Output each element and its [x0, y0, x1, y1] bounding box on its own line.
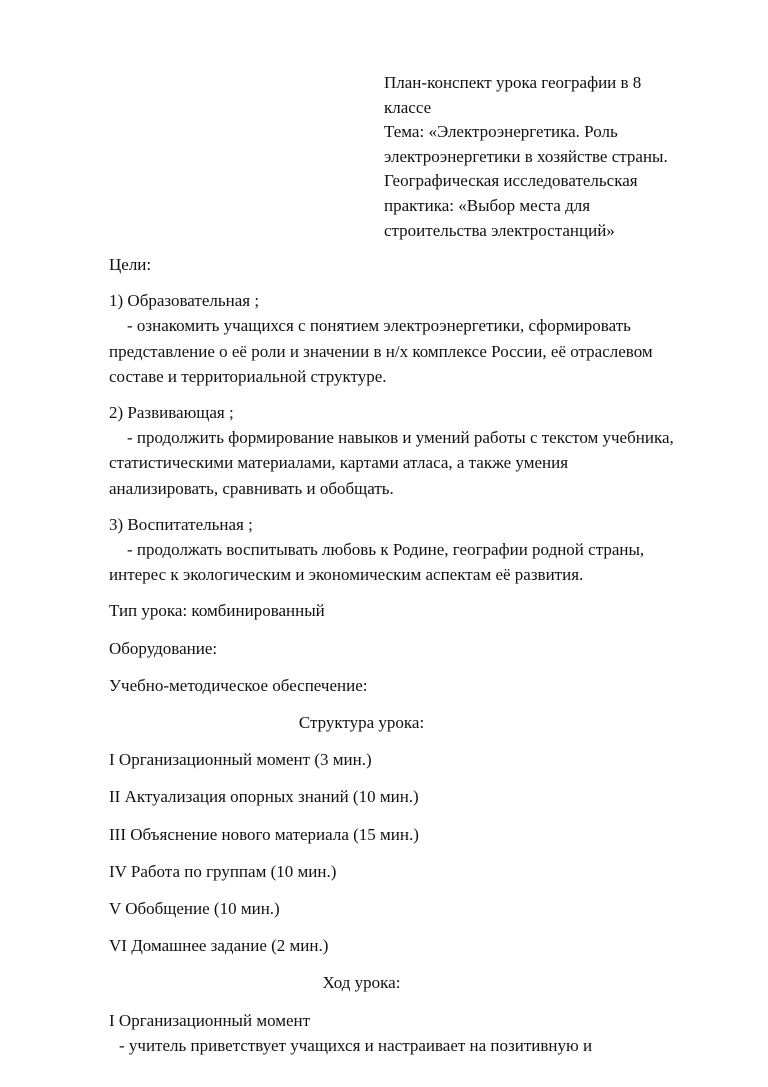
- goal-text-line: анализировать, сравнивать и обобщать.: [109, 478, 394, 498]
- goal-educational: [109, 288, 729, 389]
- header-line: Географическая исследовательская: [384, 171, 638, 191]
- structure-item: II Актуализация опорных знаний (10 мин.): [109, 787, 419, 807]
- header-line: Тема: «Электроэнергетика. Роль: [384, 122, 618, 142]
- materials-label: Учебно-методическое обеспечение:: [109, 675, 368, 695]
- progress-text-line: - учитель приветствует учащихся и настраивает на позитивную и: [119, 1035, 593, 1055]
- progress-title: Ход урока:: [322, 973, 401, 993]
- header-line: электроэнергетики в хозяйстве страны.: [384, 146, 668, 166]
- goal-text-line: интерес к экологическим и экономическим аспектам её развития.: [109, 565, 584, 585]
- goal-text-line: - продолжать воспитывать любовь к Родине, географии родной страны,: [127, 540, 645, 560]
- structure-item: VI Домашнее задание (2 мин.): [109, 936, 329, 956]
- header-line: строительства электростанций»: [384, 220, 615, 240]
- goal-label: 3) Воспитательная ;: [109, 514, 253, 534]
- structure-item: III Объяснение нового материала (15 мин.): [109, 824, 419, 844]
- goal-text-line: - продолжить формирование навыков и умений работы с текстом учебника,: [127, 428, 674, 448]
- goals-title: Цели:: [109, 255, 152, 274]
- goal-label: 2) Развивающая ;: [109, 403, 234, 423]
- goal-upbringing: [109, 512, 729, 588]
- goal-developmental: [109, 400, 729, 501]
- header-line: классе: [384, 97, 432, 117]
- goal-text-line: составе и территориальной структуре.: [109, 366, 387, 386]
- lesson-plan-header: [384, 71, 724, 243]
- structure-item: IV Работа по группам (10 мин.): [109, 861, 337, 881]
- header-line: практика: «Выбор места для: [384, 195, 591, 215]
- goal-text-line: статистическими материалами, картами атласа, а также умения: [109, 453, 569, 473]
- structure-title: Структура урока:: [298, 713, 425, 733]
- structure-item: I Организационный момент (3 мин.): [109, 750, 372, 770]
- progress-section-title: I Организационный момент: [109, 1010, 311, 1030]
- document-body: [109, 252, 729, 1058]
- lesson-type: Тип урока: комбинированный: [109, 601, 325, 621]
- goal-text-line: представление о её роли и значении в н/х комплексе России, её отраслевом: [109, 341, 653, 361]
- goal-text-line: - ознакомить учащихся с понятием электроэнергетики, сформировать: [127, 316, 631, 336]
- header-line: План-конспект урока географии в 8: [384, 73, 642, 92]
- goal-label: 1) Образовательная ;: [109, 291, 260, 311]
- structure-item: V Обобщение (10 мин.): [109, 899, 280, 919]
- equipment-label: Оборудование:: [109, 638, 218, 658]
